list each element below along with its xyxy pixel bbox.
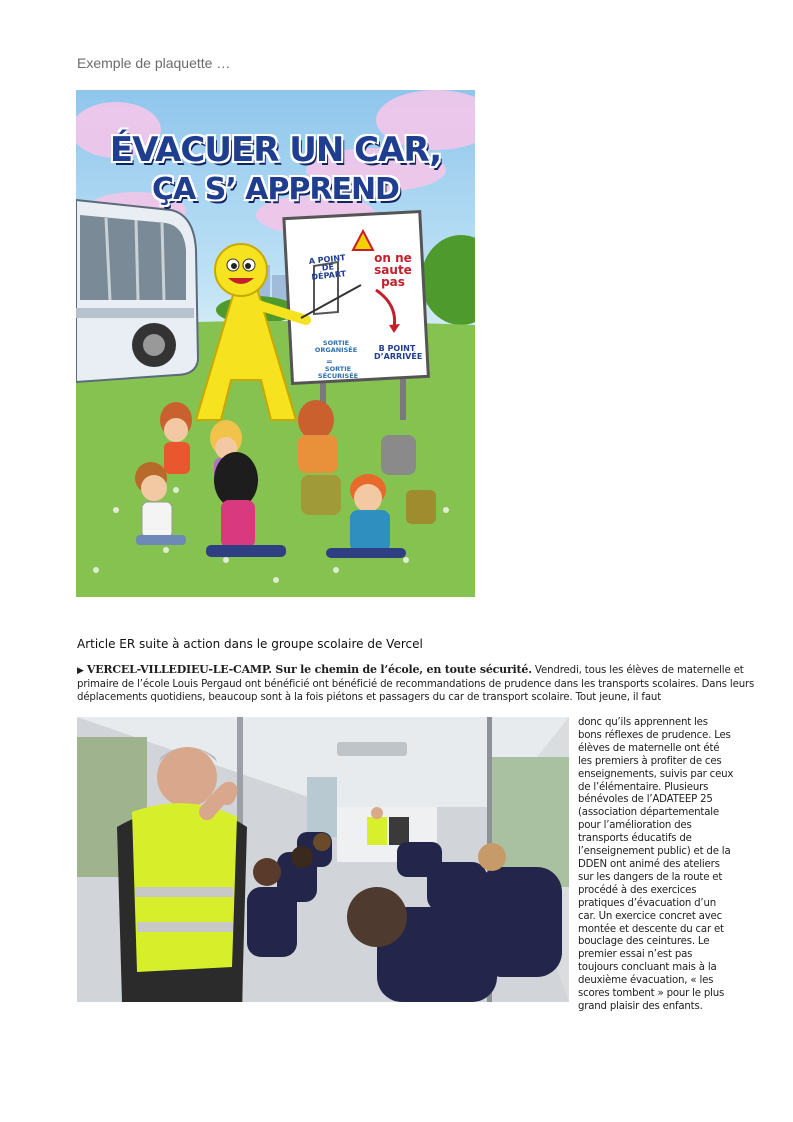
poster-title-line1: ÉVACUER UN CAR, (109, 130, 442, 170)
board-equals: = (326, 357, 333, 366)
article-column-line: deuxième évacuation, « les (578, 975, 714, 987)
article-column-line: procédé à des exercices (578, 884, 697, 896)
article-column-line: sur les dangers de la route et (578, 871, 723, 883)
article-column-line: de l’élémentaire. Plusieurs (578, 781, 709, 793)
article-column-line: bons réflexes de prudence. Les (578, 729, 731, 741)
article-column-line: scores tombent » pour le plus (578, 988, 725, 1000)
article-column-line: enseignements, suivis par ceux (578, 768, 734, 780)
article-column-line: pour l’amélioration des (578, 820, 692, 832)
article-column-line: élèves de maternelle ont été (578, 742, 720, 754)
board-sortie-securisee: SORTIE SÉCURISÉE (317, 365, 359, 380)
article-column-line: premier essai n’est pas (578, 949, 693, 961)
board-sortie-organisee: SORTIE ORGANISÉE (314, 339, 358, 354)
article-lead-paragraph (77, 663, 755, 704)
article-lead-text: Vendredi, tous les élèves de maternelle et primaire de l’école Louis Pergaud ont bénéficié ont bénéficié de recommandations de prudence dans les transports scolaires. Dans leurs déplacements quotidiens, beaucoup sont à la fois piétons et passagers du car de transport scolaire. Tout jeune, il faut (77, 665, 755, 703)
board-point-arrivee: B POINT D’ARRIVÉE (374, 344, 423, 361)
article-column-text (578, 717, 756, 1014)
poster-title-line2: ÇA S’ APPREND (152, 172, 399, 207)
article-column-line: toujours concluant mais à la (578, 962, 717, 974)
headline-marker: ▶ (77, 666, 84, 676)
article-column-line: (association départementale (578, 807, 719, 819)
safety-poster-illustration (76, 90, 475, 597)
article-column-line: grand plaisir des enfants. (578, 1000, 703, 1012)
caption-article: Article ER suite à action dans le groupe scolaire de Vercel (77, 637, 423, 651)
article-column-line: car. Un exercice concret avec (578, 910, 722, 922)
article-column-line: l’enseignement public) et de la (578, 846, 731, 858)
article-column-line: les premiers à profiter de ces (578, 755, 722, 767)
article-column-line: pratiques d’évacuation d’un (578, 897, 716, 909)
article-column-line: montée et descente du car et (578, 923, 724, 935)
article-headline: VERCEL-VILLEDIEU-LE-CAMP. Sur le chemin de l’école, en toute sécurité. (86, 663, 532, 676)
article-column-line: bénévoles de l’ADATEEP 25 (578, 794, 713, 806)
caption-example-brochure: Exemple de plaquette … (77, 55, 231, 71)
article-column-line: transports éducatifs de (578, 833, 692, 845)
bus-interior-photo (77, 717, 569, 1002)
article-column-line: donc qu’ils apprennent les (578, 717, 708, 728)
board-point-depart: A POINT DE DÉPART (308, 253, 347, 282)
board-ne-saute-pas: on ne saute pas (374, 251, 412, 289)
article-column-line: bouclage des ceintures. Le (578, 936, 710, 948)
article-column-line: DDEN ont animé des ateliers (578, 858, 720, 870)
bus-interior-artwork (77, 717, 569, 1002)
